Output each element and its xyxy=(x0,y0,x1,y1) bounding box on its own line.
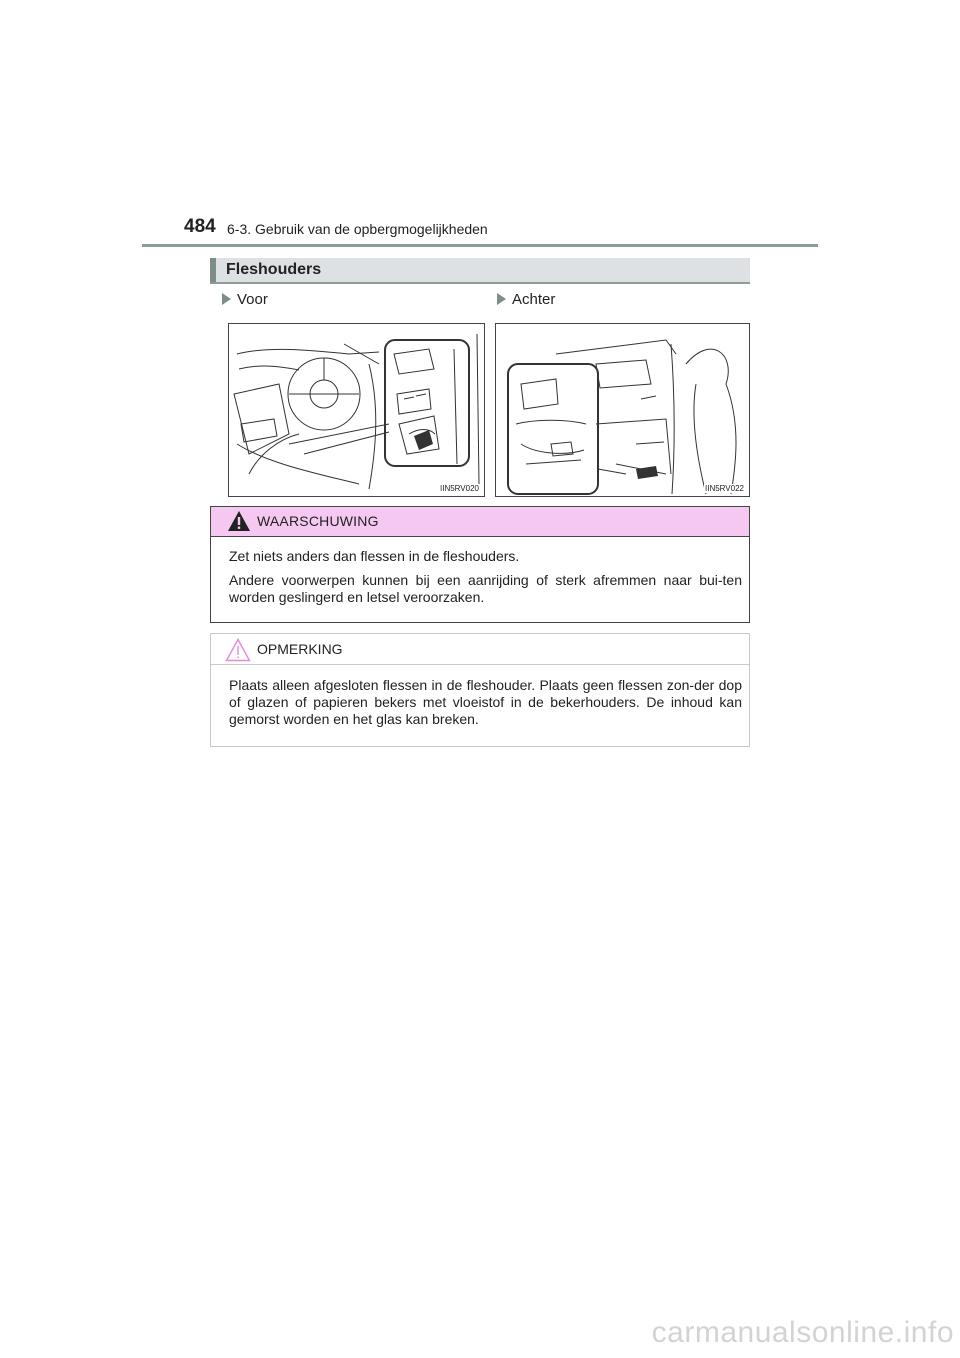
warning-paragraph: Andere voorwerpen kunnen bij een aanrijding of sterk afremmen naar bui-ten worden geslingerd en letsel veroorzaken. xyxy=(229,572,742,605)
figure-code-front: IIN5RV020 xyxy=(440,484,479,493)
watermark: carmanualsonline.info xyxy=(651,1316,954,1349)
note-header xyxy=(211,634,749,665)
warning-label: WAARSCHUWING xyxy=(257,513,379,529)
figure-caption-rear-text: Achter xyxy=(512,291,556,308)
section-heading-bar xyxy=(210,258,216,282)
running-head: 6-3. Gebruik van de opbergmogelijkheden xyxy=(227,221,488,237)
note-label: OPMERKING xyxy=(257,641,343,657)
note-box xyxy=(210,633,750,747)
triangle-bullet-icon xyxy=(497,293,506,305)
figure-caption-front-text: Voor xyxy=(237,291,268,308)
section-title: Fleshouders xyxy=(226,261,322,278)
figure-caption-rear xyxy=(497,291,555,308)
warning-body xyxy=(211,537,749,606)
figure-rear-bottle-holder xyxy=(495,323,750,497)
warning-header xyxy=(211,507,749,537)
note-body xyxy=(211,665,749,728)
figure-front-bottle-holder xyxy=(228,323,485,497)
section-heading xyxy=(210,258,750,284)
rear-interior-illustration xyxy=(496,324,750,497)
note-paragraph: Plaats alleen afgesloten flessen in de fleshouder. Plaats geen flessen zon-der dop of glazen of papieren bekers met vloeistof in de bekerhouders. De inhoud kan gemorst worden en het glas kan breken. xyxy=(229,677,742,727)
caution-triangle-icon xyxy=(225,638,251,662)
warning-paragraph: Zet niets anders dan flessen in de fleshouders. xyxy=(229,548,520,564)
warning-triangle-icon xyxy=(227,510,251,532)
front-interior-illustration xyxy=(229,324,485,497)
figure-caption-front xyxy=(222,291,268,308)
warning-box xyxy=(210,506,750,623)
figure-code-rear: IIN5RV022 xyxy=(705,484,744,493)
triangle-bullet-icon xyxy=(222,293,231,305)
header-rule xyxy=(142,244,818,247)
page-number: 484 xyxy=(184,216,216,237)
